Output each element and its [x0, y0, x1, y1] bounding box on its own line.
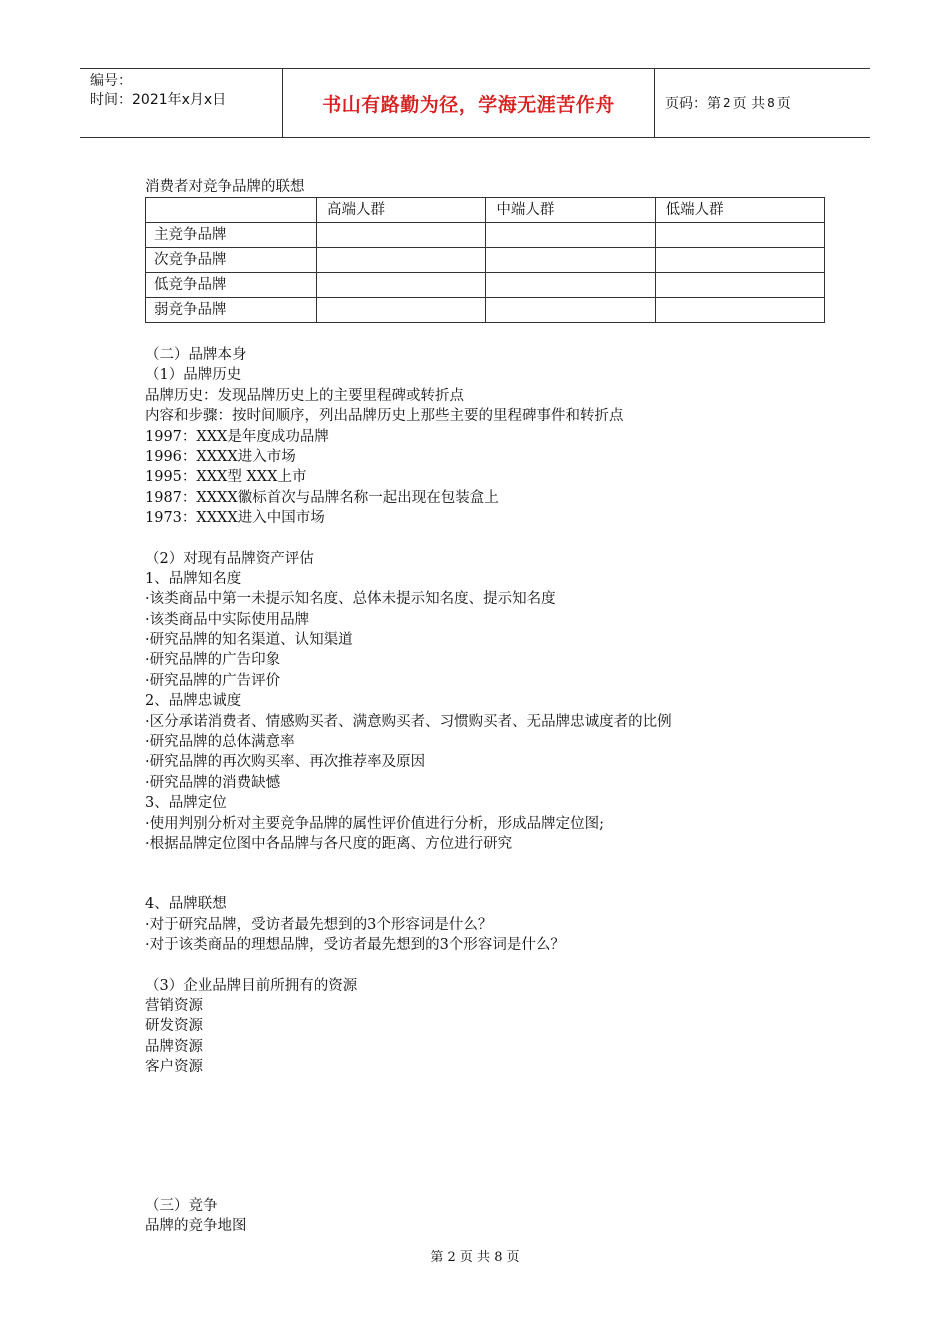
- text-section: [145, 854, 835, 955]
- text-line: 研发资源: [145, 1018, 203, 1035]
- text-line: ·研究品牌的知名渠道、认知渠道: [145, 632, 353, 649]
- text-line: ·研究品牌的总体满意率: [145, 734, 295, 751]
- text-line: 品牌的竞争地图: [145, 1217, 247, 1234]
- table-header-cell: 高端人群: [317, 198, 486, 223]
- header-motto: 书山有路勤为径，学海无涯苦作舟: [322, 93, 615, 116]
- text-section: [145, 529, 835, 855]
- table-cell: [655, 298, 824, 323]
- text-blocks: [145, 323, 835, 1236]
- text-line: 内容和步骤：按时间顺序，列出品牌历史上那些主要的里程碑事件和转折点: [145, 408, 624, 425]
- text-line: ·研究品牌的广告印象: [145, 652, 281, 669]
- table-cell: [655, 273, 824, 298]
- text-line: ·对于研究品牌，受访者最先想到的3个形容词是什么？: [145, 916, 493, 933]
- table-row: [146, 248, 825, 273]
- text-line: 品牌历史：发现品牌历史上的主要里程碑或转折点: [145, 387, 464, 404]
- brand-association-table: [145, 197, 825, 323]
- text-line: 1973：XXXX进入中国市场: [145, 510, 325, 527]
- text-line: ·研究品牌的消费缺憾: [145, 774, 281, 791]
- text-line: 1996：XXXX进入市场: [145, 448, 296, 465]
- table-cell: [655, 248, 824, 273]
- page-total: 8: [767, 96, 775, 110]
- table-cell: [317, 223, 486, 248]
- table-caption: 消费者对竞争品牌的联想: [145, 179, 305, 195]
- table-header-cell: 低端人群: [655, 198, 824, 223]
- text-line: （3）企业品牌目前所拥有的资源: [145, 977, 358, 994]
- table-cell: [317, 298, 486, 323]
- header-meta: [80, 69, 283, 137]
- page-suffix: 页: [776, 96, 791, 112]
- text-line: 客户资源: [145, 1059, 203, 1076]
- text-line: 营销资源: [145, 997, 203, 1014]
- table-cell: [317, 273, 486, 298]
- text-line: 2、品牌忠诚度: [145, 693, 242, 710]
- text-line: 品牌资源: [145, 1038, 203, 1055]
- text-line: （二）品牌本身: [145, 347, 247, 363]
- document-body: [145, 177, 835, 1236]
- text-line: ·区分承诺消费者、情感购买者、满意购买者、习惯购买者、无品牌忠诚度者的比例: [145, 713, 672, 730]
- table-cell: [486, 298, 655, 323]
- text-line: ·该类商品中实际使用品牌: [145, 611, 310, 628]
- text-line: （三）竞争: [145, 1197, 218, 1214]
- table-row-label: 弱竞争品牌: [146, 298, 317, 323]
- text-line: 1987：XXXX徽标首次与品牌名称一起出现在包装盒上: [145, 489, 499, 506]
- text-line: （2）对现有品牌资产评估: [145, 550, 314, 567]
- page-header: [80, 68, 870, 138]
- page-current: 2: [723, 96, 731, 110]
- text-line: ·根据品牌定位图中各品牌与各尺度的距离、方位进行研究: [145, 835, 513, 852]
- text-line: ·研究品牌的再次购买率、再次推荐率及原因: [145, 754, 426, 771]
- table-cell: [486, 248, 655, 273]
- text-section: [145, 1078, 835, 1237]
- table-header-cell: 中端人群: [486, 198, 655, 223]
- text-line: 4、品牌联想: [145, 896, 227, 913]
- page-footer: 第 2 页 共 8 页: [430, 1250, 520, 1265]
- text-line: 1995：XXX型 XXX上市: [145, 469, 307, 486]
- text-section: [145, 323, 835, 529]
- table-row: [146, 273, 825, 298]
- table-cell: [486, 223, 655, 248]
- table-header-row: [146, 198, 825, 223]
- text-line: （1）品牌历史: [145, 367, 242, 384]
- text-line: ·该类商品中第一未提示知名度、总体未提示知名度、提示知名度: [145, 591, 556, 608]
- table-row-label: 次竞争品牌: [146, 248, 317, 273]
- table-row-label: 主竞争品牌: [146, 223, 317, 248]
- text-line: 1997：XXX是年度成功品牌: [145, 428, 329, 445]
- text-section: [145, 956, 835, 1078]
- text-line: ·使用判别分析对主要竞争品牌的属性评价值进行分析，形成品牌定位图;: [145, 815, 604, 832]
- page-mid: 页 共: [732, 96, 766, 112]
- table-cell: [655, 223, 824, 248]
- text-line: 3、品牌定位: [145, 795, 227, 812]
- table-row-label: 低竞争品牌: [146, 273, 317, 298]
- text-line: ·对于该类商品的理想品牌，受访者最先想到的3个形容词是什么？: [145, 937, 565, 954]
- table-row: [146, 298, 825, 323]
- table-header-cell: [146, 198, 317, 223]
- document-time-label: 时间：2021年x月x日: [90, 92, 227, 108]
- text-line: 1、品牌知名度: [145, 570, 242, 587]
- page-prefix: 页码：第: [665, 96, 721, 112]
- table-cell: [317, 248, 486, 273]
- table-row: [146, 223, 825, 248]
- header-motto-cell: [283, 69, 655, 137]
- table-cell: [486, 273, 655, 298]
- table-body: [146, 223, 825, 323]
- text-line: ·研究品牌的广告评价: [145, 672, 281, 689]
- document-number-label: 编号：: [90, 73, 132, 89]
- header-page-info: [655, 69, 870, 137]
